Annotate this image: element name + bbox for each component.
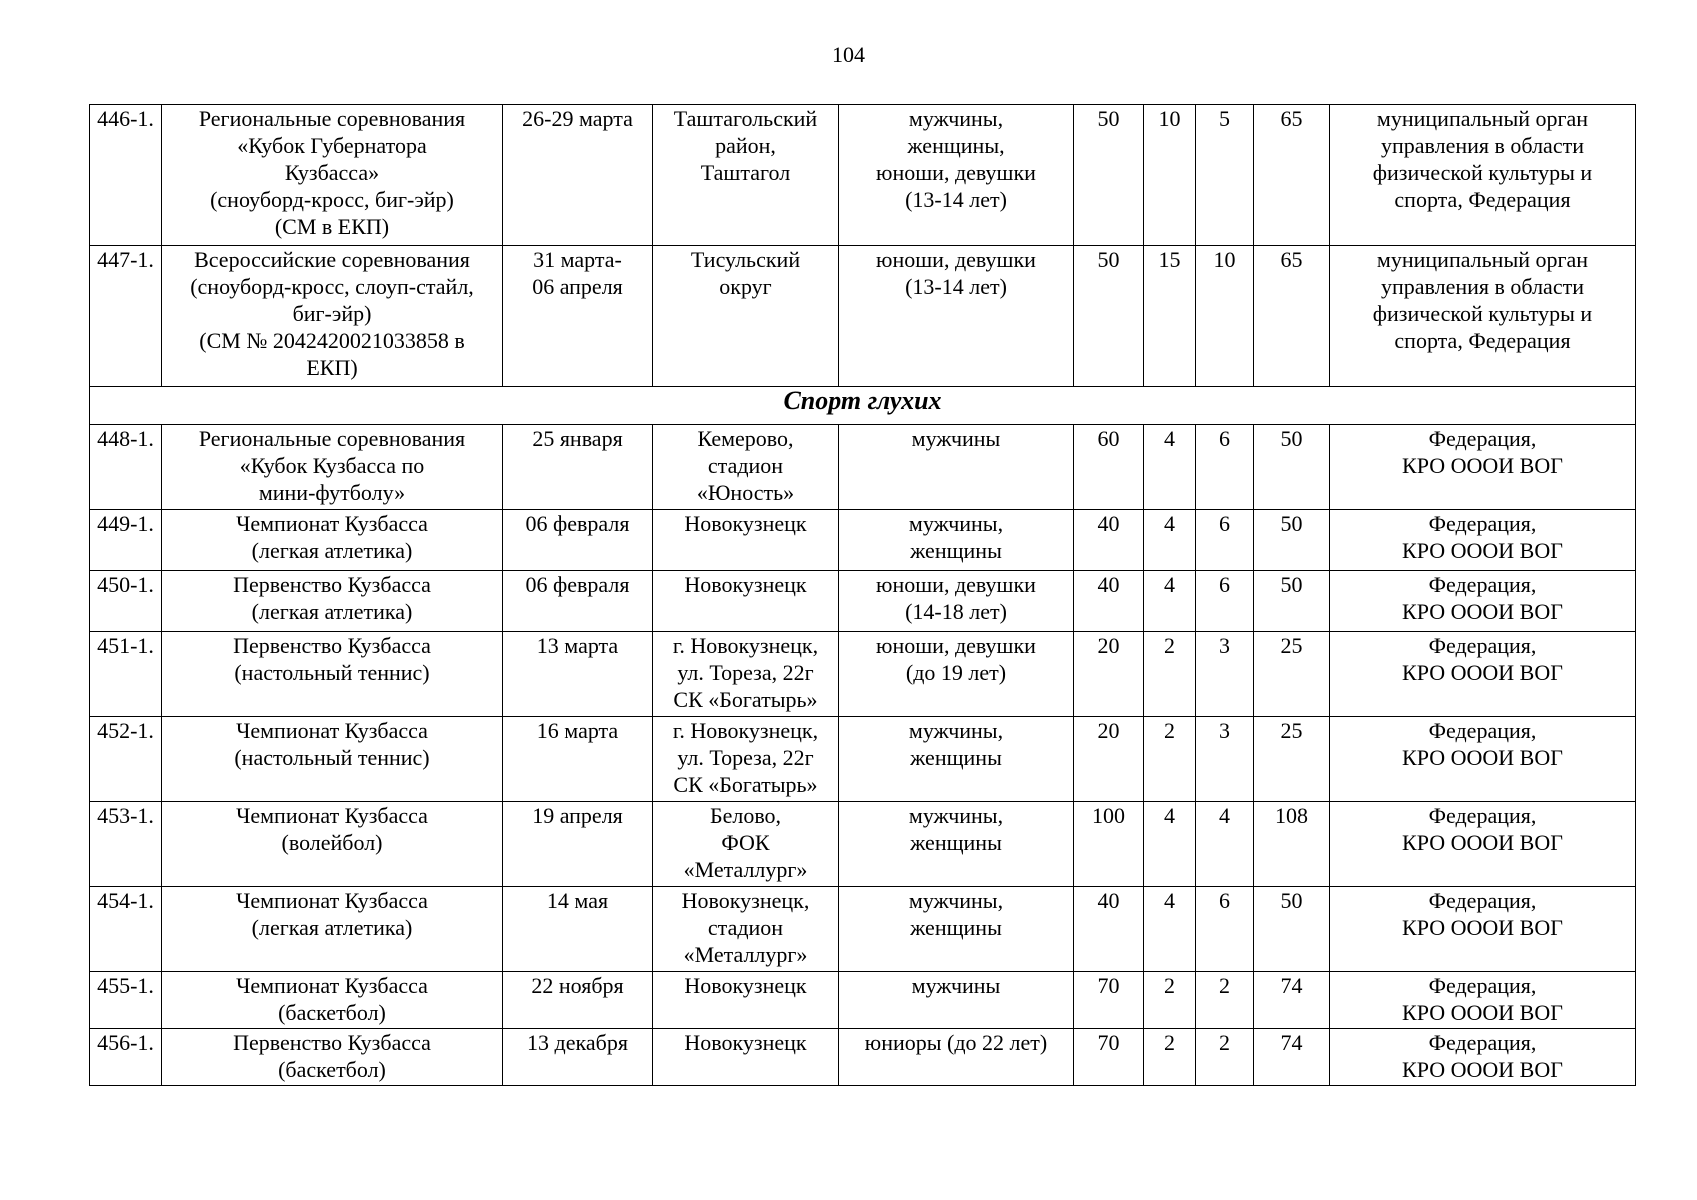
table-body-before — [90, 105, 1636, 387]
row-number: 448-1. — [90, 425, 162, 510]
row-number: 456-1. — [90, 1029, 162, 1086]
event-organizer: Федерация, КРО ОООИ ВОГ — [1330, 571, 1636, 632]
count-col-2: 15 — [1144, 246, 1196, 387]
count-col-2: 2 — [1144, 972, 1196, 1029]
count-col-1: 100 — [1074, 802, 1144, 887]
section-title: Спорт глухих — [90, 387, 1636, 425]
count-col-4: 50 — [1254, 510, 1330, 571]
event-date: 26-29 марта — [503, 105, 653, 246]
event-name: Первенство Кузбасса (баскетбол) — [162, 1029, 503, 1086]
count-col-1: 40 — [1074, 887, 1144, 972]
table-row — [90, 632, 1636, 717]
event-date: 25 января — [503, 425, 653, 510]
count-col-4: 50 — [1254, 571, 1330, 632]
count-col-1: 40 — [1074, 571, 1144, 632]
count-col-2: 10 — [1144, 105, 1196, 246]
count-col-2: 4 — [1144, 887, 1196, 972]
event-name: Чемпионат Кузбасса (волейбол) — [162, 802, 503, 887]
row-number: 447-1. — [90, 246, 162, 387]
count-col-1: 60 — [1074, 425, 1144, 510]
event-name: Всероссийские соревнования (сноуборд-кросс, слоуп-стайл, биг-эйр) (СМ № 2042420021033858 в ЕКП) — [162, 246, 503, 387]
table-row — [90, 887, 1636, 972]
event-organizer: Федерация, КРО ОООИ ВОГ — [1330, 1029, 1636, 1086]
count-col-4: 25 — [1254, 717, 1330, 802]
table-row — [90, 246, 1636, 387]
count-col-4: 25 — [1254, 632, 1330, 717]
row-number: 446-1. — [90, 105, 162, 246]
event-participants: мужчины — [839, 972, 1074, 1029]
count-col-4: 74 — [1254, 1029, 1330, 1086]
event-place: Новокузнецк — [653, 571, 839, 632]
event-participants: мужчины, женщины — [839, 802, 1074, 887]
count-col-4: 50 — [1254, 887, 1330, 972]
table-row — [90, 510, 1636, 571]
row-number: 455-1. — [90, 972, 162, 1029]
table-row — [90, 802, 1636, 887]
count-col-1: 50 — [1074, 105, 1144, 246]
event-date: 19 апреля — [503, 802, 653, 887]
event-organizer: Федерация, КРО ОООИ ВОГ — [1330, 972, 1636, 1029]
table-row — [90, 425, 1636, 510]
table-row — [90, 1029, 1636, 1086]
count-col-3: 6 — [1196, 887, 1254, 972]
event-participants: мужчины, женщины, юноши, девушки (13-14 лет) — [839, 105, 1074, 246]
count-col-4: 74 — [1254, 972, 1330, 1029]
event-organizer: Федерация, КРО ОООИ ВОГ — [1330, 887, 1636, 972]
event-place: Новокузнецк, стадион «Металлург» — [653, 887, 839, 972]
event-participants: мужчины, женщины — [839, 510, 1074, 571]
table-row — [90, 717, 1636, 802]
event-participants: юноши, девушки (до 19 лет) — [839, 632, 1074, 717]
events-table — [89, 104, 1636, 1086]
event-date: 06 февраля — [503, 510, 653, 571]
event-place: г. Новокузнецк, ул. Тореза, 22г СК «Богатырь» — [653, 717, 839, 802]
event-name: Региональные соревнования «Кубок Кузбасса по мини-футболу» — [162, 425, 503, 510]
row-number: 452-1. — [90, 717, 162, 802]
count-col-3: 3 — [1196, 717, 1254, 802]
event-place: Тисульский округ — [653, 246, 839, 387]
count-col-3: 10 — [1196, 246, 1254, 387]
event-organizer: Федерация, КРО ОООИ ВОГ — [1330, 632, 1636, 717]
count-col-2: 4 — [1144, 802, 1196, 887]
event-participants: юноши, девушки (14-18 лет) — [839, 571, 1074, 632]
count-col-1: 50 — [1074, 246, 1144, 387]
count-col-2: 2 — [1144, 717, 1196, 802]
event-place: Новокузнецк — [653, 1029, 839, 1086]
table-row — [90, 105, 1636, 246]
table-row — [90, 972, 1636, 1029]
event-organizer: Федерация, КРО ОООИ ВОГ — [1330, 425, 1636, 510]
section-body — [90, 387, 1636, 425]
table-row — [90, 571, 1636, 632]
count-col-1: 20 — [1074, 717, 1144, 802]
event-name: Первенство Кузбасса (настольный теннис) — [162, 632, 503, 717]
event-participants: мужчины, женщины — [839, 887, 1074, 972]
event-participants: мужчины — [839, 425, 1074, 510]
event-name: Первенство Кузбасса (легкая атлетика) — [162, 571, 503, 632]
count-col-3: 2 — [1196, 1029, 1254, 1086]
event-organizer: Федерация, КРО ОООИ ВОГ — [1330, 717, 1636, 802]
event-name: Региональные соревнования «Кубок Губернатора Кузбасса» (сноуборд-кросс, биг-эйр) (СМ в ЕКП) — [162, 105, 503, 246]
count-col-1: 70 — [1074, 1029, 1144, 1086]
count-col-4: 108 — [1254, 802, 1330, 887]
count-col-3: 6 — [1196, 510, 1254, 571]
count-col-1: 40 — [1074, 510, 1144, 571]
event-place: Белово, ФОК «Металлург» — [653, 802, 839, 887]
count-col-3: 5 — [1196, 105, 1254, 246]
count-col-3: 6 — [1196, 425, 1254, 510]
row-number: 451-1. — [90, 632, 162, 717]
count-col-3: 6 — [1196, 571, 1254, 632]
event-name: Чемпионат Кузбасса (баскетбол) — [162, 972, 503, 1029]
event-date: 13 марта — [503, 632, 653, 717]
event-name: Чемпионат Кузбасса (настольный теннис) — [162, 717, 503, 802]
event-name: Чемпионат Кузбасса (легкая атлетика) — [162, 887, 503, 972]
count-col-4: 65 — [1254, 246, 1330, 387]
count-col-2: 2 — [1144, 632, 1196, 717]
row-number: 449-1. — [90, 510, 162, 571]
count-col-2: 4 — [1144, 571, 1196, 632]
event-date: 13 декабря — [503, 1029, 653, 1086]
event-participants: юниоры (до 22 лет) — [839, 1029, 1074, 1086]
event-participants: мужчины, женщины — [839, 717, 1074, 802]
count-col-2: 4 — [1144, 510, 1196, 571]
event-date: 16 марта — [503, 717, 653, 802]
count-col-2: 4 — [1144, 425, 1196, 510]
row-number: 454-1. — [90, 887, 162, 972]
event-date: 22 ноября — [503, 972, 653, 1029]
event-place: г. Новокузнецк, ул. Тореза, 22г СК «Богатырь» — [653, 632, 839, 717]
event-date: 31 марта- 06 апреля — [503, 246, 653, 387]
count-col-2: 2 — [1144, 1029, 1196, 1086]
row-number: 450-1. — [90, 571, 162, 632]
section-row — [90, 387, 1636, 425]
count-col-1: 70 — [1074, 972, 1144, 1029]
count-col-1: 20 — [1074, 632, 1144, 717]
event-organizer: Федерация, КРО ОООИ ВОГ — [1330, 802, 1636, 887]
count-col-3: 2 — [1196, 972, 1254, 1029]
event-date: 06 февраля — [503, 571, 653, 632]
event-date: 14 мая — [503, 887, 653, 972]
row-number: 453-1. — [90, 802, 162, 887]
event-name: Чемпионат Кузбасса (легкая атлетика) — [162, 510, 503, 571]
event-organizer: муниципальный орган управления в области физической культуры и спорта, Федерация — [1330, 246, 1636, 387]
event-place: Таштагольский район, Таштагол — [653, 105, 839, 246]
count-col-3: 3 — [1196, 632, 1254, 717]
page-number: 104 — [832, 42, 865, 67]
event-place: Новокузнецк — [653, 972, 839, 1029]
event-place: Новокузнецк — [653, 510, 839, 571]
count-col-4: 65 — [1254, 105, 1330, 246]
event-place: Кемерово, стадион «Юность» — [653, 425, 839, 510]
event-organizer: муниципальный орган управления в области физической культуры и спорта, Федерация — [1330, 105, 1636, 246]
event-organizer: Федерация, КРО ОООИ ВОГ — [1330, 510, 1636, 571]
table-body-after — [90, 425, 1636, 1086]
event-participants: юноши, девушки (13-14 лет) — [839, 246, 1074, 387]
count-col-4: 50 — [1254, 425, 1330, 510]
count-col-3: 4 — [1196, 802, 1254, 887]
